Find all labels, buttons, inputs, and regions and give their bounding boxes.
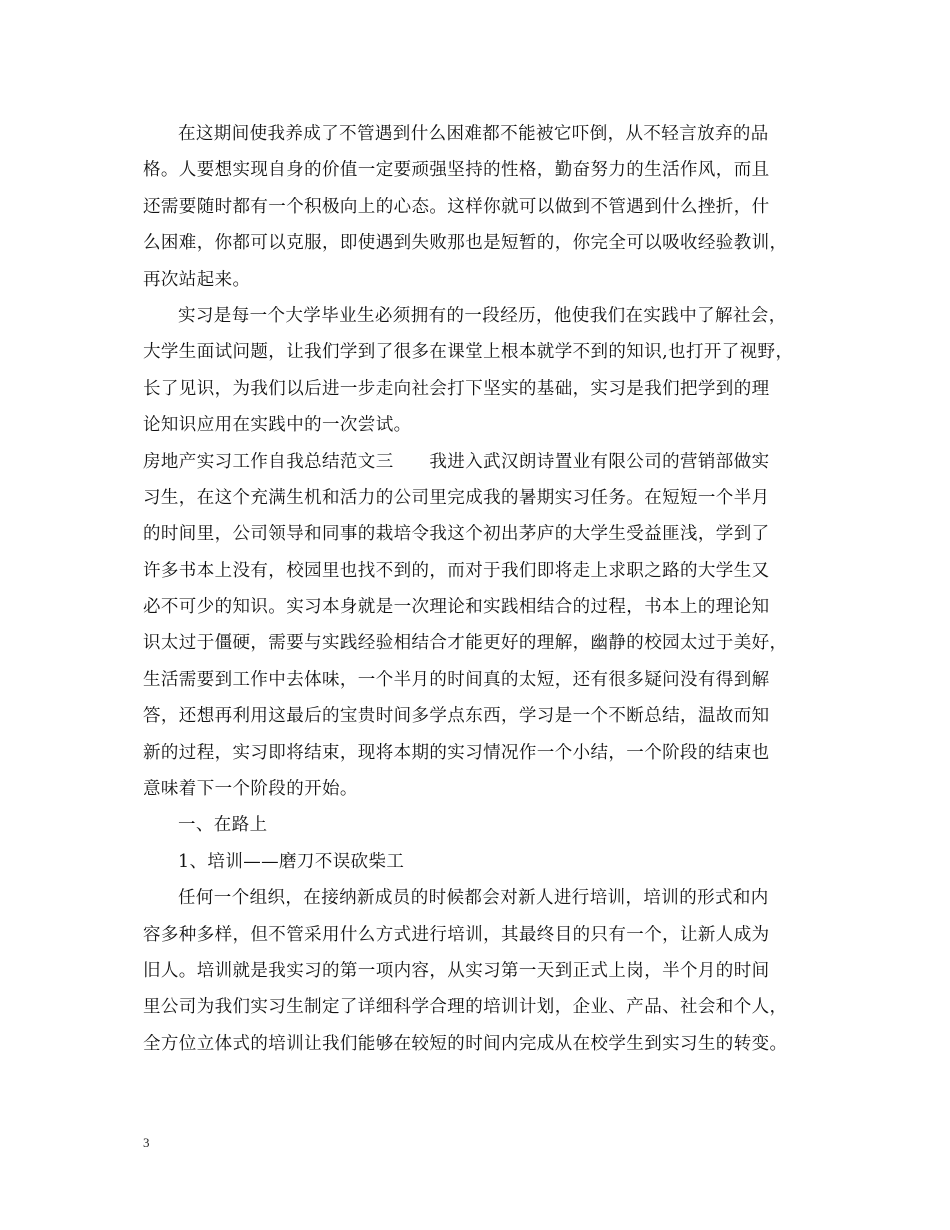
text-line: 旧人。培训就是我实习的第一项内容，从实习第一天到正式上岗，半个月的时间 [143,960,770,981]
text-line: 的时间里，公司领导和同事的栽培令我这个初出茅庐的大学生受益匪浅，学到了 [143,524,770,545]
text-line: 习生，在这个充满生机和活力的公司里完成我的暑期实习任务。在短短一个半月 [143,487,770,508]
text-line: 实习是每一个大学毕业生必须拥有的一段经历，他使我们在实践中了解社会， [178,305,787,326]
text-line: 在这期间使我养成了不管遇到什么困难都不能被它吓倒，从不轻言放弃的品 [178,124,769,144]
text-line: 生活需要到工作中去体味，一个半月的时间真的太短，还有很多疑问没有得到解 [143,669,770,690]
text-line: 答，还想再利用这最后的宝贵时间多学点东西，学习是一个不断总结，温故而知 [143,706,770,727]
text-line: 新的过程，实习即将结束，现将本期的实习情况作一个小结，一个阶段的结束也 [143,742,770,763]
text-line: 大学生面试问题，让我们学到了很多在课堂上根本就学不到的知识,也打开了视野， [143,342,794,363]
text-line: 任何一个组织，在接纳新成员的时候都会对新人进行培训，培训的形式和内 [178,888,769,909]
text-line: 许多书本上没有，校园里也找不到的，而对于我们即将走上求职之路的大学生又 [143,560,770,581]
text-line: 么困难，你都可以克服，即使遇到失败那也是短暂的，你完全可以吸收经验教训， [143,233,788,254]
body-text [143,116,813,1062]
text-line: 识太过于僵硬，需要与实践经验相结合才能更好的理解，幽静的校园太过于美好， [143,633,788,654]
text-line: 长了见识，为我们以后进一步走向社会打下坚实的基础，实习是我们把学到的理 [143,378,770,399]
text-line: 论知识应用在实践中的一次尝试。 [143,415,412,436]
text-line: 容多种多样，但不管采用什么方式进行培训，其最终目的只有一个，让新人成为 [143,924,770,945]
text-line: 还需要随时都有一个积极向上的心态。这样你就可以做到不管遇到什么挫折，什 [143,196,770,217]
page-number: 3 [143,1135,150,1150]
text-line: 全方位立体式的培训让我们能够在较短的时间内完成从在校学生到实习生的转变。 [143,1033,788,1054]
text-line: 一、在路上 [178,815,268,836]
text-line: 必不可少的知识。实习本身就是一次理论和实践相结合的过程，书本上的理论知 [143,597,770,618]
text-line: 1、培训——磨刀不误砍柴工 [178,851,405,872]
text-line: 意味着下一个阶段的开始。 [143,779,358,800]
text-line: 房地产实习工作自我总结范文三 我进入武汉朗诗置业有限公司的营销部做实 [143,451,770,472]
text-line: 再次站起来。 [143,269,251,290]
text-line: 格。人要想实现自身的价值一定要顽强坚持的性格，勤奋努力的生活作风，而且 [143,160,770,181]
text-line: 里公司为我们实习生制定了详细科学合理的培训计划，企业、产品、社会和个人， [143,997,788,1018]
